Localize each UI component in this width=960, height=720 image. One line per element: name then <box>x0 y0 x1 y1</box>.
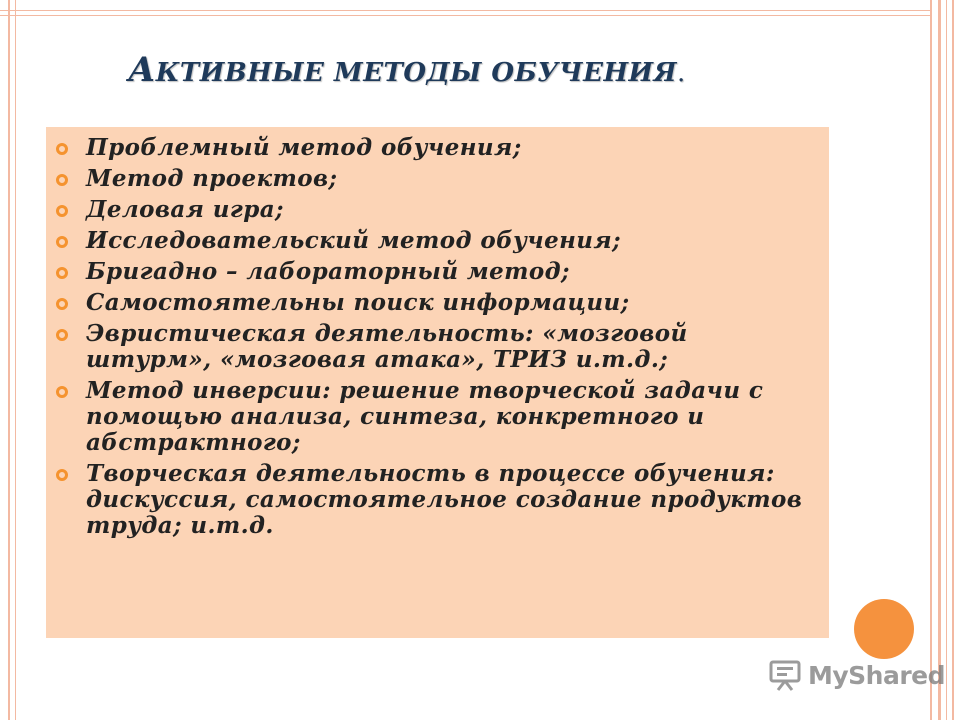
presentation-board-icon <box>768 658 802 692</box>
frame-line-left-outer <box>8 0 10 720</box>
watermark-text: MyShared <box>808 660 946 690</box>
bullet-ring-icon <box>56 143 68 155</box>
list-item-text: Бригадно – лабораторный метод; <box>86 258 570 285</box>
bullet-ring-icon <box>56 469 68 481</box>
list-item <box>46 135 829 161</box>
list-item <box>46 378 829 456</box>
list-item-text: Проблемный метод обучения; <box>86 134 522 161</box>
accent-circle <box>854 599 914 659</box>
frame-line-top <box>0 10 930 11</box>
list-item-text: Метод инверсии: решение творческой задачи с помощью анализа, синтеза, конкретного и абстрактного; <box>86 377 764 456</box>
list-item <box>46 321 829 373</box>
frame-line-right-4 <box>952 0 954 720</box>
frame-line-top-2 <box>0 15 930 16</box>
list-item-text: Эвристическая деятельность: «мозговой штурм», «мозговая атака», ТРИЗ и.т.д.; <box>86 320 688 373</box>
bullet-ring-icon <box>56 236 68 248</box>
list-item-text: Самостоятельны поиск информации; <box>86 289 630 316</box>
list-item-text: Деловая игра; <box>86 196 284 223</box>
title-first-letter: А <box>128 50 156 90</box>
methods-list <box>46 135 829 544</box>
bullet-ring-icon <box>56 329 68 341</box>
bullet-ring-icon <box>56 267 68 279</box>
frame-line-left-inner <box>15 0 16 720</box>
bullet-ring-icon <box>56 298 68 310</box>
list-item-text: Исследовательский метод обучения; <box>86 227 621 254</box>
list-item <box>46 228 829 254</box>
list-item <box>46 259 829 285</box>
watermark <box>768 657 945 693</box>
list-item-text: Метод проектов; <box>86 165 338 192</box>
list-item <box>46 197 829 223</box>
bullet-ring-icon <box>56 174 68 186</box>
frame-line-right-3 <box>946 0 947 720</box>
list-item <box>46 290 829 316</box>
frame-line-right-1 <box>930 0 932 720</box>
content-panel <box>46 127 829 638</box>
frame-line-right-2 <box>938 0 941 720</box>
list-item <box>46 461 829 539</box>
title-rest: КТИВНЫЕ МЕТОДЫ ОБУЧЕНИЯ <box>155 58 678 88</box>
title-period: . <box>677 58 686 88</box>
bullet-ring-icon <box>56 205 68 217</box>
bullet-ring-icon <box>56 386 68 398</box>
slide-title <box>128 50 828 100</box>
list-item <box>46 166 829 192</box>
list-item-text: Творческая деятельность в процессе обучения: дискуссия, самостоятельное создание продуктов труда; и.т.д. <box>86 460 803 539</box>
